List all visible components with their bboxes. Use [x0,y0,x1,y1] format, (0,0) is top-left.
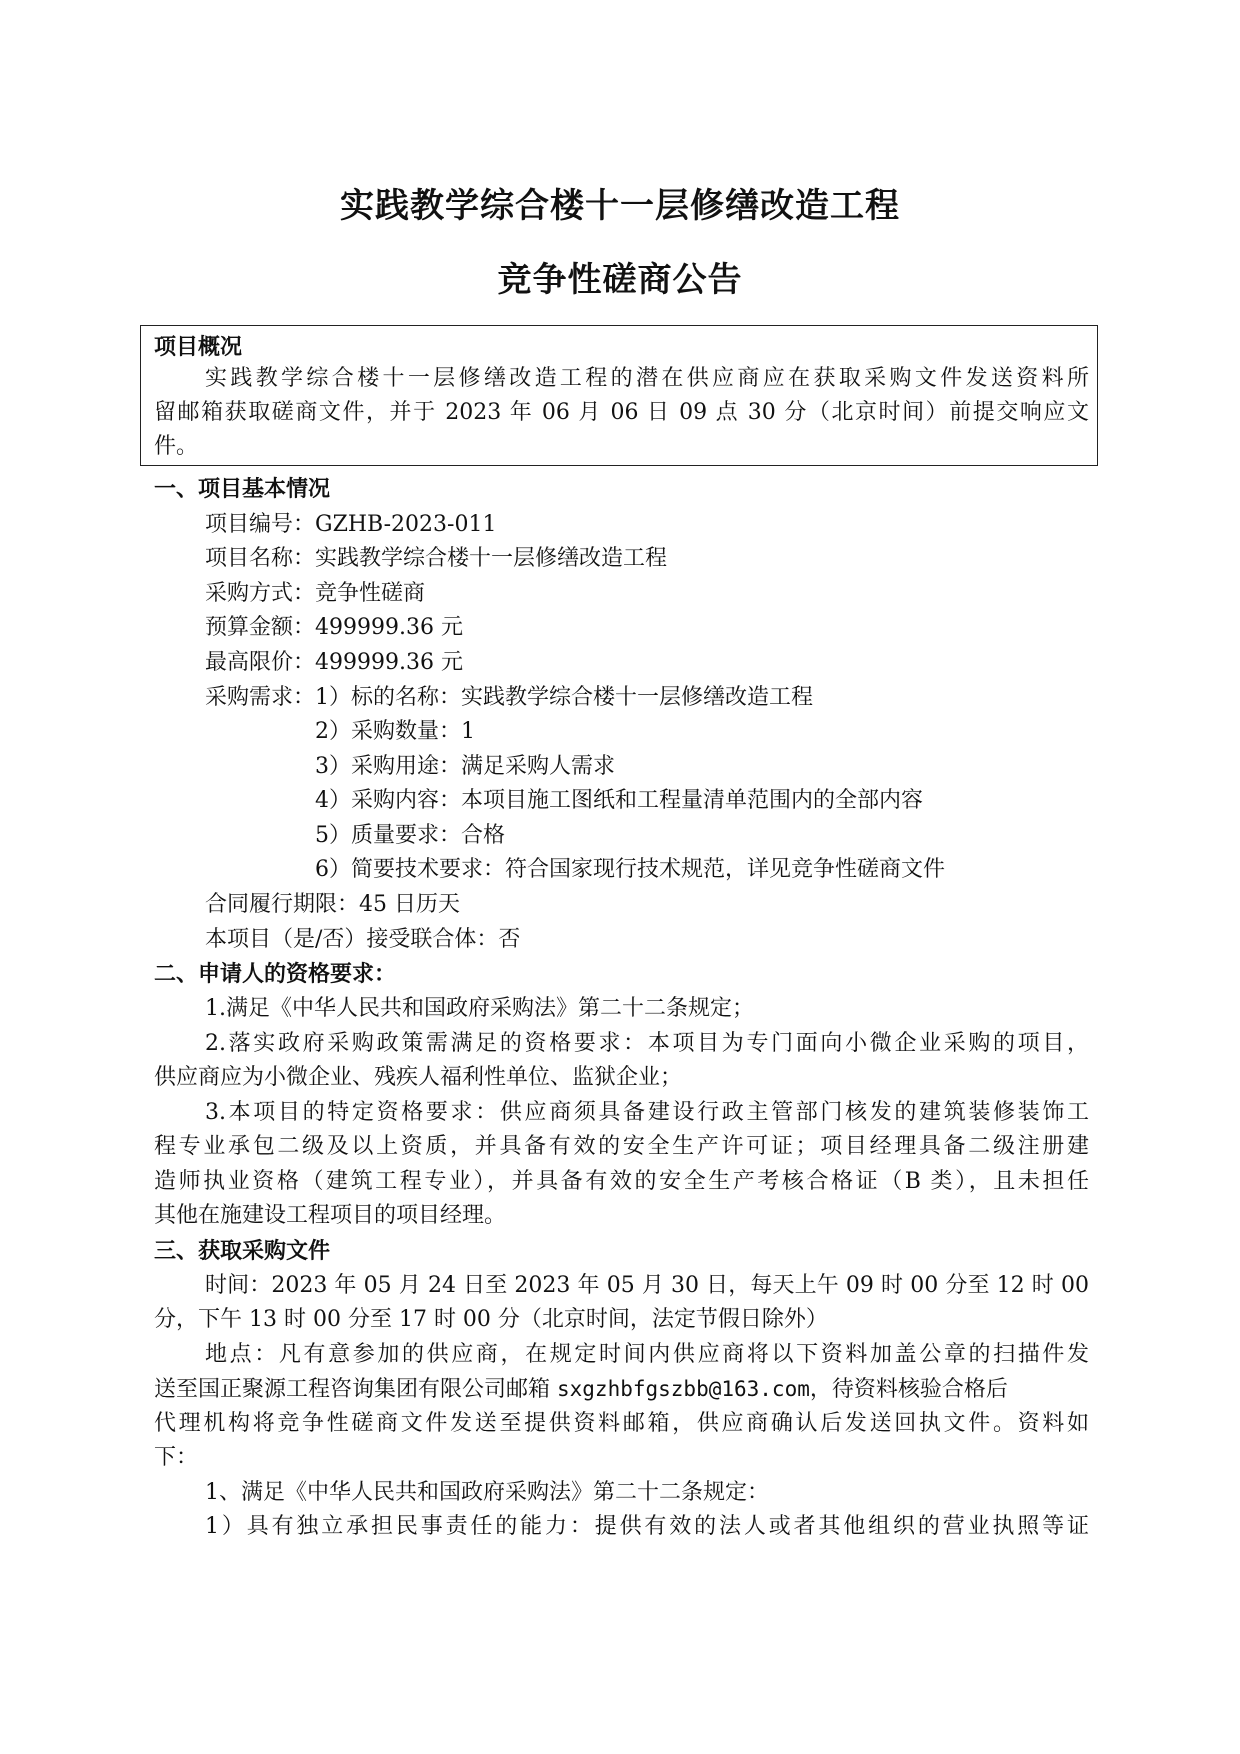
qualification-item: 1.满足《中华人民共和国政府采购法》第二十二条规定； [205,996,754,1021]
overview-line: 件。 [154,434,199,459]
requirement-item: 6）简要技术要求：符合国家现行技术规范，详见竞争性磋商文件 [315,857,945,882]
requirement-item: 5）质量要求：合格 [315,823,505,848]
acquisition-place: 下： [154,1445,199,1470]
requirement-item: 3）采购用途：满足采购人需求 [315,754,615,779]
acquisition-time: 时间：2023 年 05 月 24 日至 2023 年 05 月 30 日，每天上午 09 时 00 分至 12 时 00 [205,1273,1089,1298]
qualification-item: 造师执业资格（建筑工程专业），并具备有效的安全生产考核合格证（B 类），且未担任 [154,1169,1089,1194]
acquisition-time: 分，下午 13 时 00 分至 17 时 00 分（北京时间，法定节假日除外） [154,1307,828,1332]
document-title-line1: 实践教学综合楼十一层修缮改造工程 [340,186,900,226]
overview-heading: 项目概况 [154,335,243,360]
qualification-item: 3.本项目的特定资格要求：供应商须具备建设行政主管部门核发的建筑装修装饰工 [205,1100,1089,1125]
consortium-acceptance: 本项目（是/否）接受联合体：否 [205,927,521,952]
requirements-label: 采购需求： [205,685,316,710]
overview-line: 实践教学综合楼十一层修缮改造工程的潜在供应商应在获取采购文件发送资料所 [205,366,1089,391]
requirement-item: 2）采购数量：1 [315,719,475,744]
acquisition-place [154,1374,1008,1405]
requirement-item: 4）采购内容：本项目施工图纸和工程量清单范围内的全部内容 [315,788,923,813]
project-name: 项目名称：实践教学综合楼十一层修缮改造工程 [205,546,668,571]
acquisition-place-text: 送至国正聚源工程咨询集团有限公司邮箱 [154,1377,557,1402]
procurement-method: 采购方式：竞争性磋商 [205,581,426,606]
section2-heading: 二、申请人的资格要求： [154,962,397,987]
max-price: 最高限价：499999.36 元 [205,650,463,675]
overview-box [140,325,1098,466]
acquisition-place: 代理机构将竞争性磋商文件发送至提供资料邮箱，供应商确认后发送回执文件。资料如 [154,1411,1089,1436]
requirement-item: 1）标的名称：实践教学综合楼十一层修缮改造工程 [315,685,813,710]
project-number: 项目编号：GZHB-2023-011 [205,512,497,537]
section3-heading: 三、获取采购文件 [154,1239,331,1264]
contact-email: sxgzhbfgszbb@163.com [557,1377,810,1401]
document-title-line2: 竞争性磋商公告 [497,260,743,300]
section1-heading: 一、项目基本情况 [154,477,331,502]
qualification-item: 程专业承包二级及以上资质，并具备有效的安全生产许可证；项目经理具备二级注册建 [154,1134,1089,1159]
qualification-item: 其他在施建设工程项目的项目经理。 [154,1203,507,1228]
overview-line: 留邮箱获取磋商文件，并于 2023 年 06 月 06 日 09 点 30 分（北京时间）前提交响应文 [154,400,1089,425]
material-item: 1）具有独立承担民事责任的能力：提供有效的法人或者其他组织的营业执照等证 [205,1514,1089,1539]
qualification-item: 供应商应为小微企业、残疾人福利性单位、监狱企业； [154,1065,683,1090]
budget-amount: 预算金额：499999.36 元 [205,615,463,640]
qualification-item: 2.落实政府采购政策需满足的资格要求：本项目为专门面向小微企业采购的项目， [205,1031,1089,1056]
acquisition-place-text: ，待资料核验合格后 [809,1377,1008,1402]
acquisition-place: 地点：凡有意参加的供应商，在规定时间内供应商将以下资料加盖公章的扫描件发 [205,1342,1089,1367]
contract-period: 合同履行期限：45 日历天 [205,892,460,917]
material-item: 1、满足《中华人民共和国政府采购法》第二十二条规定： [205,1480,769,1505]
